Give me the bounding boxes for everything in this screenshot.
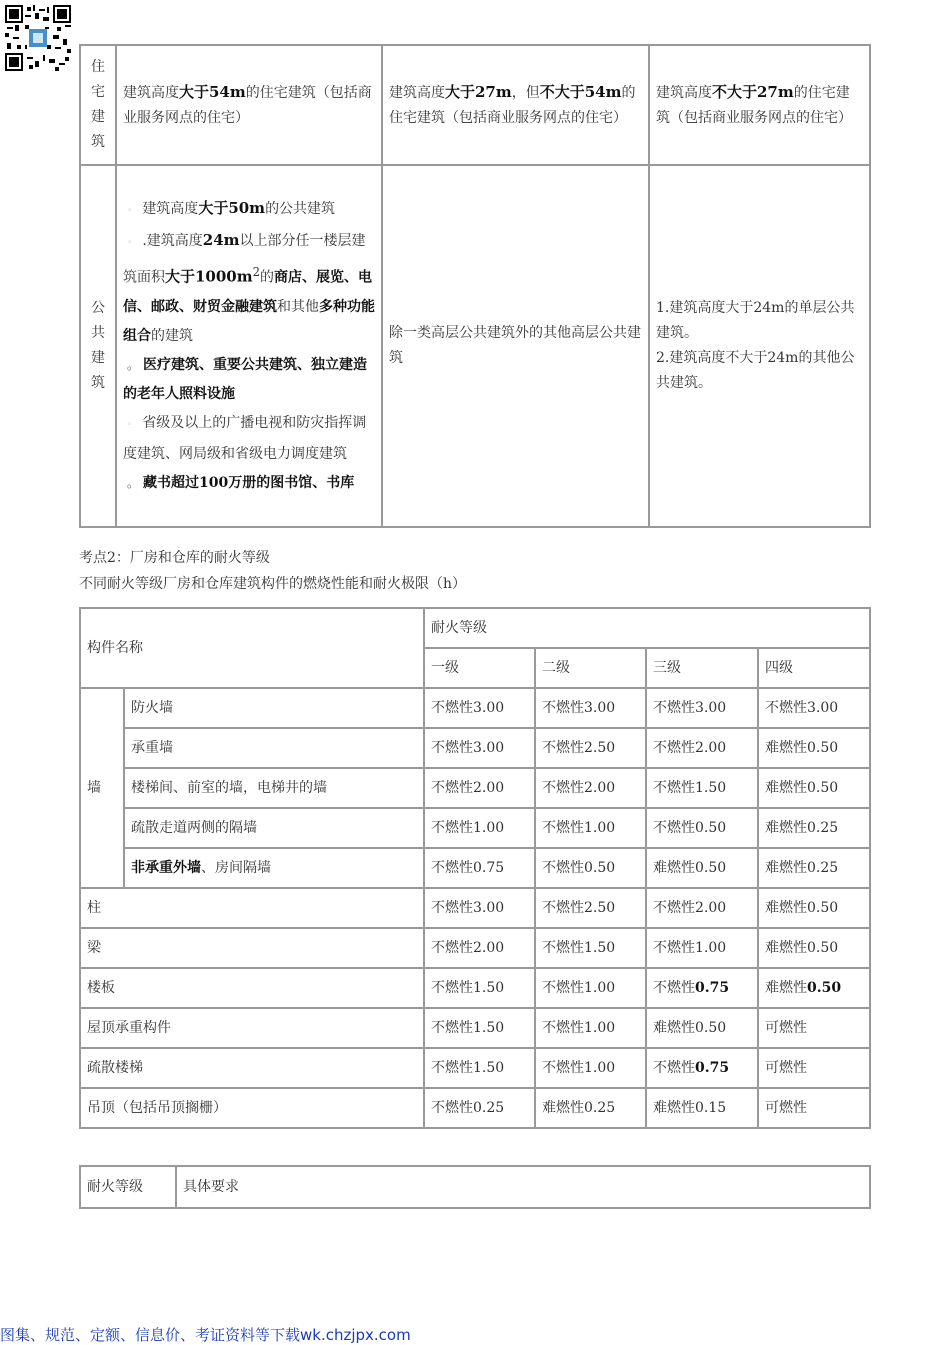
component-name: 楼板: [80, 968, 424, 1008]
table-cell: 不燃性1.50: [424, 1008, 535, 1048]
grade-label: 二级: [535, 648, 646, 688]
table-cell: 难燃性0.15: [646, 1088, 758, 1128]
table-cell: 不燃性0.75: [646, 968, 758, 1008]
requirements-table: [79, 1165, 871, 1209]
grade-label: 一级: [424, 648, 535, 688]
table-cell: 不燃性1.00: [535, 808, 646, 848]
table-cell: 不燃性2.50: [535, 888, 646, 928]
table-row: [80, 728, 870, 768]
public-class3: 1.建筑高度大于24m的单层公共建筑。 2.建筑高度不大于24m的其他公共建筑。: [649, 165, 870, 527]
table-cell: 不燃性2.00: [535, 768, 646, 808]
table-cell: 不燃性1.50: [424, 1048, 535, 1088]
list-item: ◦ .建筑高度24m以上部分任一楼层建筑面积大于$1000m^2$的商店、展览、电信、邮政、财贸金融建筑和其他多种功能组合的建筑: [123, 231, 375, 344]
table-cell: 可燃性: [758, 1008, 870, 1048]
qr-code-image: [5, 5, 71, 71]
table-cell: 难燃性0.25: [535, 1088, 646, 1128]
table-row: [80, 848, 870, 888]
component-name: 防火墙: [124, 688, 424, 728]
section-subtitle: 不同耐火等级厂房和仓库建筑构件的燃烧性能和耐火极限（h）: [79, 576, 467, 592]
residential-class2: 建筑高度大于27m，但不大于54m的住宅建筑（包括商业服务网点的住宅）: [382, 45, 649, 165]
table-cell: 不燃性2.00: [646, 728, 758, 768]
table-row: [80, 768, 870, 808]
fire-resistance-table: [79, 607, 871, 1129]
table-cell: 不燃性1.00: [424, 808, 535, 848]
table-row: [80, 888, 870, 928]
section-title: 考点2：厂房和仓库的耐火等级: [79, 550, 270, 566]
header-fire-grade: 耐火等级: [80, 1166, 176, 1208]
section-heading: [79, 545, 466, 597]
table-cell: 难燃性0.25: [758, 848, 870, 888]
table-cell: 难燃性0.50: [758, 768, 870, 808]
table-cell: 不燃性1.00: [535, 1008, 646, 1048]
component-name: 梁: [80, 928, 424, 968]
table-cell: 可燃性: [758, 1048, 870, 1088]
grade-label: 四级: [758, 648, 870, 688]
table-row: [80, 1048, 870, 1088]
table-cell: 不燃性0.25: [424, 1088, 535, 1128]
table-cell: 不燃性3.00: [424, 888, 535, 928]
component-name: 疏散楼梯: [80, 1048, 424, 1088]
table-cell: 难燃性0.50: [758, 968, 870, 1008]
table-cell: 不燃性2.00: [424, 928, 535, 968]
list-item: ◦ 省级及以上的广播电视和防灾指挥调度建筑、网局级和省级电力调度建筑: [123, 414, 367, 462]
list-item: ◦ 建筑高度大于50m的公共建筑: [127, 199, 336, 218]
table-cell: 不燃性1.50: [424, 968, 535, 1008]
residential-row: [80, 45, 870, 165]
table-cell: 不燃性3.00: [535, 688, 646, 728]
table-cell: 可燃性: [758, 1088, 870, 1128]
public-class1: [116, 165, 382, 527]
table-cell: 难燃性0.50: [758, 728, 870, 768]
table-cell: 不燃性0.50: [646, 808, 758, 848]
table-cell: 不燃性3.00: [758, 688, 870, 728]
table-row: [80, 688, 870, 728]
component-name: 柱: [80, 888, 424, 928]
table-cell: 不燃性3.00: [646, 688, 758, 728]
component-name: 楼梯间、前室的墙，电梯井的墙: [124, 768, 424, 808]
table-cell: 难燃性0.50: [646, 1008, 758, 1048]
table-cell: 不燃性1.50: [535, 928, 646, 968]
residential-class1: 建筑高度大于54m的住宅建筑（包括商业服务网点的住宅）: [116, 45, 382, 165]
table-cell: 不燃性3.00: [424, 688, 535, 728]
component-name: 吊顶（包括吊顶搁栅）: [80, 1088, 424, 1128]
table-cell: 难燃性0.50: [646, 848, 758, 888]
component-name: 非承重外墙、房间隔墙: [124, 848, 424, 888]
public-category: 公 共 建 筑: [80, 165, 116, 527]
residential-class3: 建筑高度不大于27m的住宅建筑（包括商业服务网点的住宅）: [649, 45, 870, 165]
header-requirements: 具体要求: [176, 1166, 870, 1208]
table-row: [80, 1008, 870, 1048]
table-cell: 难燃性0.25: [758, 808, 870, 848]
table-cell: 不燃性1.00: [535, 1048, 646, 1088]
header-grade: 耐火等级: [424, 608, 870, 648]
table-row: [80, 928, 870, 968]
table-cell: 不燃性2.50: [535, 728, 646, 768]
footer-link[interactable]: 图集、规范、定额、信息价、考证资料等下载wk.chzjpx.com: [0, 1326, 411, 1344]
table-cell: 不燃性1.50: [646, 768, 758, 808]
table-cell: 难燃性0.50: [758, 888, 870, 928]
table-cell: 不燃性2.00: [646, 888, 758, 928]
public-row: [80, 165, 870, 527]
table-cell: 不燃性2.00: [424, 768, 535, 808]
list-item: 。 医疗建筑、重要公共建筑、独立建造的老年人照料设施: [123, 356, 368, 402]
table-row: [80, 808, 870, 848]
list-item: 。 藏书超过100万册的图书馆、书库: [127, 474, 355, 491]
table-cell: 不燃性0.75: [424, 848, 535, 888]
grade-label: 三级: [646, 648, 758, 688]
table-cell: 不燃性1.00: [535, 968, 646, 1008]
table-cell: 不燃性0.50: [535, 848, 646, 888]
header-row: [80, 608, 870, 648]
header-component: 构件名称: [80, 608, 424, 688]
component-name: 疏散走道两侧的隔墙: [124, 808, 424, 848]
public-class2: 除一类高层公共建筑外的其他高层公共建筑: [382, 165, 649, 527]
table-row: [80, 1088, 870, 1128]
table-cell: 不燃性3.00: [424, 728, 535, 768]
component-name: 屋顶承重构件: [80, 1008, 424, 1048]
table-row: [80, 968, 870, 1008]
table-cell: 不燃性1.00: [646, 928, 758, 968]
residential-category: 住 宅 建 筑: [80, 45, 116, 165]
table-cell: 不燃性0.75: [646, 1048, 758, 1088]
wall-group-label: 墙: [80, 688, 124, 888]
table-cell: 难燃性0.50: [758, 928, 870, 968]
building-classification-table: [79, 44, 871, 528]
component-name: 承重墙: [124, 728, 424, 768]
